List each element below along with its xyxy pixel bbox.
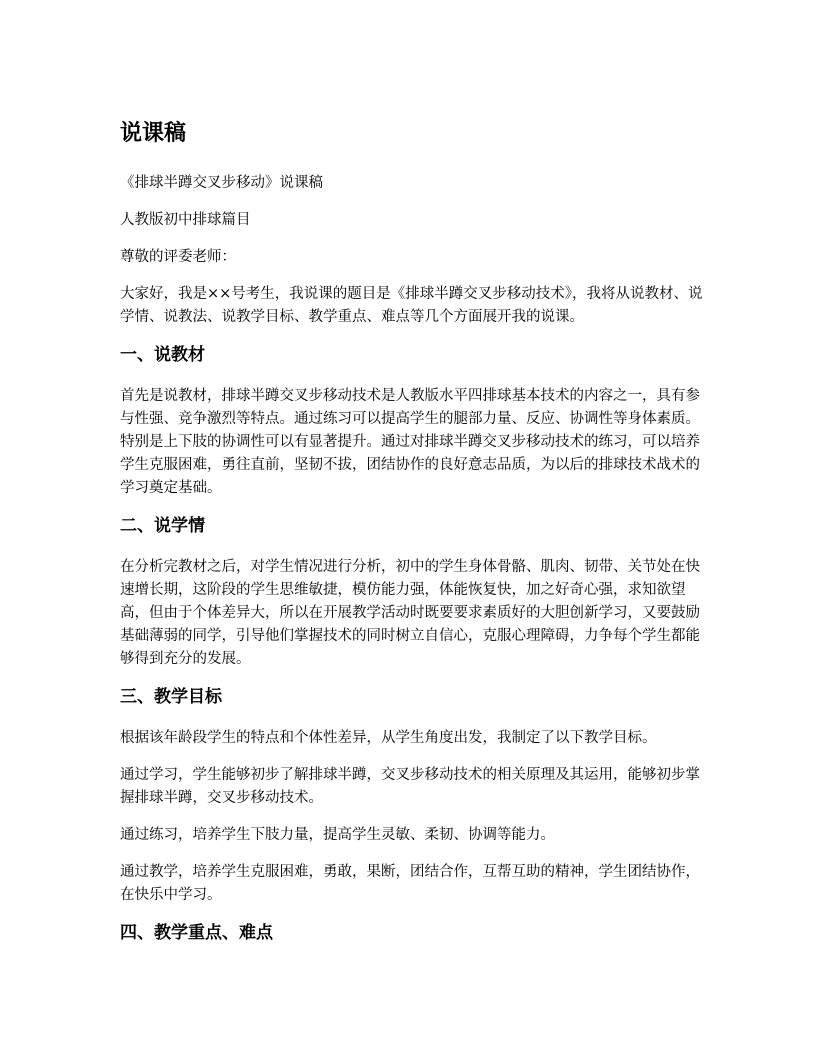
section-heading-textbook: 一、说教材 [120, 345, 205, 365]
section-heading-key-points: 四、教学重点、难点 [120, 923, 273, 943]
salutation: 尊敬的评委老师： [120, 249, 236, 265]
section-paragraph: 在分析完教材之后，对学生情况进行分析，初中的学生身体骨骼、肌肉、韧带、关节处在快速增长期，这阶段的学生思维敏捷，模仿能力强，体能恢复快，加之好奇心强，求知欲望高，但由于个体差异大，所以在开展教学活动时既要要求素质好的大胆创新学习，又要鼓励基础薄弱的同学，引导他们掌握技术的同时树立自信心，克服心理障碍，力争每个学生都能够得到充分的发展。 [120, 559, 700, 667]
section-paragraph: 根据该年龄段学生的特点和个体性差异，从学生角度出发，我制定了以下教学目标。 [120, 730, 657, 746]
opening-paragraph: 大家好，我是××号考生，我说课的题目是《排球半蹲交叉步移动技术》，我将从说教材、说学情、说教法、说教学目标、教学重点、难点等几个方面展开我的说课。 [120, 286, 703, 325]
section-heading-objectives: 三、教学目标 [120, 687, 222, 707]
lesson-title: 《排球半蹲交叉步移动》说课稿 [120, 175, 323, 191]
section-paragraph: 通过练习，培养学生下肢力量，提高学生灵敏、柔韧、协调等能力。 [120, 827, 555, 843]
document-title: 说课稿 [120, 121, 187, 146]
section-paragraph: 通过学习，学生能够初步了解排球半蹲，交叉步移动技术的相关原理及其运用，能够初步掌握排球半蹲，交叉步移动技术。 [120, 767, 700, 806]
section-paragraph: 通过教学，培养学生克服困难，勇敢，果断，团结合作，互帮互助的精神，学生团结协作，在快乐中学习。 [120, 864, 700, 903]
document-page [120, 120, 710, 963]
section-heading-students: 二、说学情 [120, 516, 205, 536]
textbook-source: 人教版初中排球篇目 [120, 212, 251, 228]
section-paragraph: 首先是说教材，排球半蹲交叉步移动技术是人教版水平四排球基本技术的内容之一，具有参与性强、竞争激烈等特点。通过练习可以提高学生的腿部力量、反应、协调性等身体素质。特别是上下肢的协调性可以有显著提升。通过对排球半蹲交叉步移动技术的练习，可以培养学生克服困难，勇往直前，坚韧不拔，团结协作的良好意志品质，为以后的排球技术战术的学习奠定基础。 [120, 388, 700, 496]
